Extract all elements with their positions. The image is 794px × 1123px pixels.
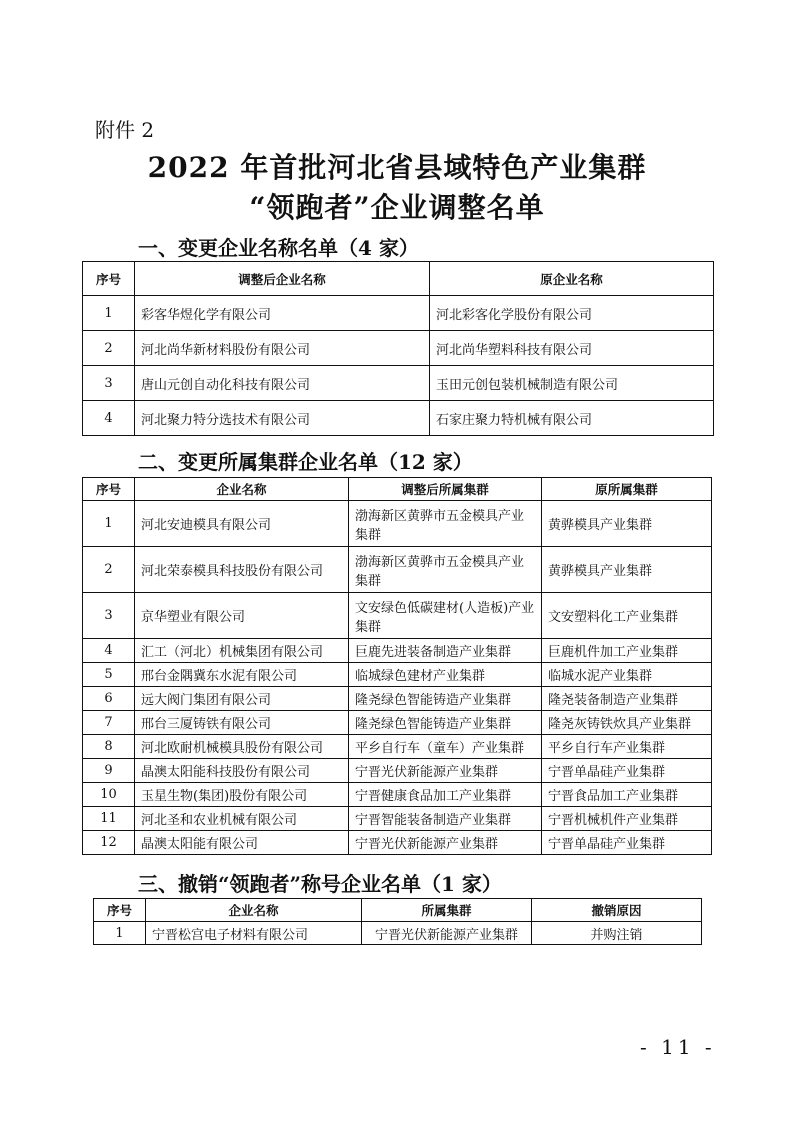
table-row <box>83 401 714 436</box>
table-cell: 3 <box>83 593 135 639</box>
document-title-line-2: “领跑者”企业调整名单 <box>249 191 545 224</box>
table-cell: 宁晋光伏新能源产业集群 <box>362 922 532 945</box>
table-header-row <box>83 478 712 501</box>
table-cell: 宁晋松宫电子材料有限公司 <box>146 922 362 945</box>
table-cell: 渤海新区黄骅市五金模具产业集群 <box>349 501 542 547</box>
table-cell: 玉星生物(集团)股份有限公司 <box>135 783 349 807</box>
cluster-change-table <box>82 477 712 855</box>
table-cell: 远大阀门集团有限公司 <box>135 687 349 711</box>
table-cell: 5 <box>83 663 135 687</box>
table-cell: 河北尚华塑料科技有限公司 <box>430 331 714 366</box>
page-number: - 11 - <box>640 1035 716 1059</box>
table-row <box>83 501 712 547</box>
header-cell: 调整后所属集群 <box>349 478 542 501</box>
table-cell: 隆尧绿色智能铸造产业集群 <box>349 687 542 711</box>
table-cell: 渤海新区黄骅市五金模具产业集群 <box>349 547 542 593</box>
table-cell: 京华塑业有限公司 <box>135 593 349 639</box>
table-cell: 12 <box>83 831 135 855</box>
table-cell: 汇工（河北）机械集团有限公司 <box>135 639 349 663</box>
table-cell: 临城绿色建材产业集群 <box>349 663 542 687</box>
table-cell: 隆尧绿色智能铸造产业集群 <box>349 711 542 735</box>
table-row <box>83 831 712 855</box>
table-row <box>83 759 712 783</box>
table-cell: 宁晋光伏新能源产业集群 <box>349 831 542 855</box>
table-cell: 巨鹿机件加工产业集群 <box>542 639 712 663</box>
header-cell: 原企业名称 <box>430 262 714 296</box>
table-cell: 石家庄聚力特机械有限公司 <box>430 401 714 436</box>
table-cell: 2 <box>83 331 135 366</box>
table-cell: 宁晋单晶硅产业集群 <box>542 831 712 855</box>
table-cell: 邢台三厦铸铁有限公司 <box>135 711 349 735</box>
rename-table <box>82 261 714 436</box>
table-cell: 8 <box>83 735 135 759</box>
table-header-row <box>94 899 702 922</box>
table-cell: 平乡自行车产业集群 <box>542 735 712 759</box>
table-cell: 4 <box>83 401 135 436</box>
table-cell: 1 <box>94 922 146 945</box>
revoked-table <box>93 898 702 945</box>
section2-heading: 二、变更所属集群企业名单（12 家） <box>138 450 473 474</box>
table-cell: 河北尚华新材料股份有限公司 <box>135 331 430 366</box>
table-cell: 10 <box>83 783 135 807</box>
table-cell: 巨鹿先进装备制造产业集群 <box>349 639 542 663</box>
document-title-line-1: 2022 年首批河北省县域特色产业集群 <box>147 151 647 184</box>
table-cell: 宁晋单晶硅产业集群 <box>542 759 712 783</box>
header-cell: 序号 <box>83 262 135 296</box>
table-cell: 文安塑料化工产业集群 <box>542 593 712 639</box>
table-row <box>94 922 702 945</box>
header-cell: 所属集群 <box>362 899 532 922</box>
table-row <box>83 296 714 331</box>
table-cell: 河北荣泰模具科技股份有限公司 <box>135 547 349 593</box>
table-cell: 11 <box>83 807 135 831</box>
table-cell: 河北彩客化学股份有限公司 <box>430 296 714 331</box>
table-cell: 临城水泥产业集群 <box>542 663 712 687</box>
table-cell: 河北安迪模具有限公司 <box>135 501 349 547</box>
table-cell: 宁晋光伏新能源产业集群 <box>349 759 542 783</box>
table-cell: 7 <box>83 711 135 735</box>
table-cell: 河北圣和农业机械有限公司 <box>135 807 349 831</box>
table-cell: 宁晋机械机件产业集群 <box>542 807 712 831</box>
table-row <box>83 366 714 401</box>
table-row <box>83 663 712 687</box>
table-cell: 宁晋智能装备制造产业集群 <box>349 807 542 831</box>
table-row <box>83 593 712 639</box>
table-cell: 黄骅模具产业集群 <box>542 547 712 593</box>
table-cell: 黄骅模具产业集群 <box>542 501 712 547</box>
header-cell: 企业名称 <box>135 478 349 501</box>
table-cell: 1 <box>83 501 135 547</box>
table-cell: 4 <box>83 639 135 663</box>
section3-heading: 三、撤销“领跑者”称号企业名单（1 家） <box>138 872 502 896</box>
table-row <box>83 783 712 807</box>
attachment-label: 附件 2 <box>95 118 155 142</box>
header-cell: 原所属集群 <box>542 478 712 501</box>
table-cell: 唐山元创自动化科技有限公司 <box>135 366 430 401</box>
table-cell: 9 <box>83 759 135 783</box>
table-cell: 3 <box>83 366 135 401</box>
table-cell: 1 <box>83 296 135 331</box>
table-header-row <box>83 262 714 296</box>
table-row <box>83 807 712 831</box>
table-row <box>83 547 712 593</box>
header-cell: 调整后企业名称 <box>135 262 430 296</box>
table-cell: 并购注销 <box>532 922 702 945</box>
table-cell: 彩客华煜化学有限公司 <box>135 296 430 331</box>
table-cell: 2 <box>83 547 135 593</box>
table-cell: 晶澳太阳能科技股份有限公司 <box>135 759 349 783</box>
table-cell: 玉田元创包装机械制造有限公司 <box>430 366 714 401</box>
table-cell: 6 <box>83 687 135 711</box>
table-row <box>83 331 714 366</box>
section1-heading: 一、变更企业名称名单（4 家） <box>138 236 419 260</box>
table-cell: 隆尧灰铸铁炊具产业集群 <box>542 711 712 735</box>
header-cell: 序号 <box>83 478 135 501</box>
header-cell: 企业名称 <box>146 899 362 922</box>
table-row <box>83 735 712 759</box>
header-cell: 序号 <box>94 899 146 922</box>
table-cell: 河北欧耐机械模具股份有限公司 <box>135 735 349 759</box>
header-cell: 撤销原因 <box>532 899 702 922</box>
table-row <box>83 639 712 663</box>
table-row <box>83 687 712 711</box>
table-cell: 邢台金隅冀东水泥有限公司 <box>135 663 349 687</box>
table-cell: 文安绿色低碳建材(人造板)产业集群 <box>349 593 542 639</box>
table-cell: 晶澳太阳能有限公司 <box>135 831 349 855</box>
table-row <box>83 711 712 735</box>
table-cell: 河北聚力特分选技术有限公司 <box>135 401 430 436</box>
table-cell: 宁晋健康食品加工产业集群 <box>349 783 542 807</box>
table-cell: 隆尧装备制造产业集群 <box>542 687 712 711</box>
table-cell: 宁晋食品加工产业集群 <box>542 783 712 807</box>
table-cell: 平乡自行车（童车）产业集群 <box>349 735 542 759</box>
